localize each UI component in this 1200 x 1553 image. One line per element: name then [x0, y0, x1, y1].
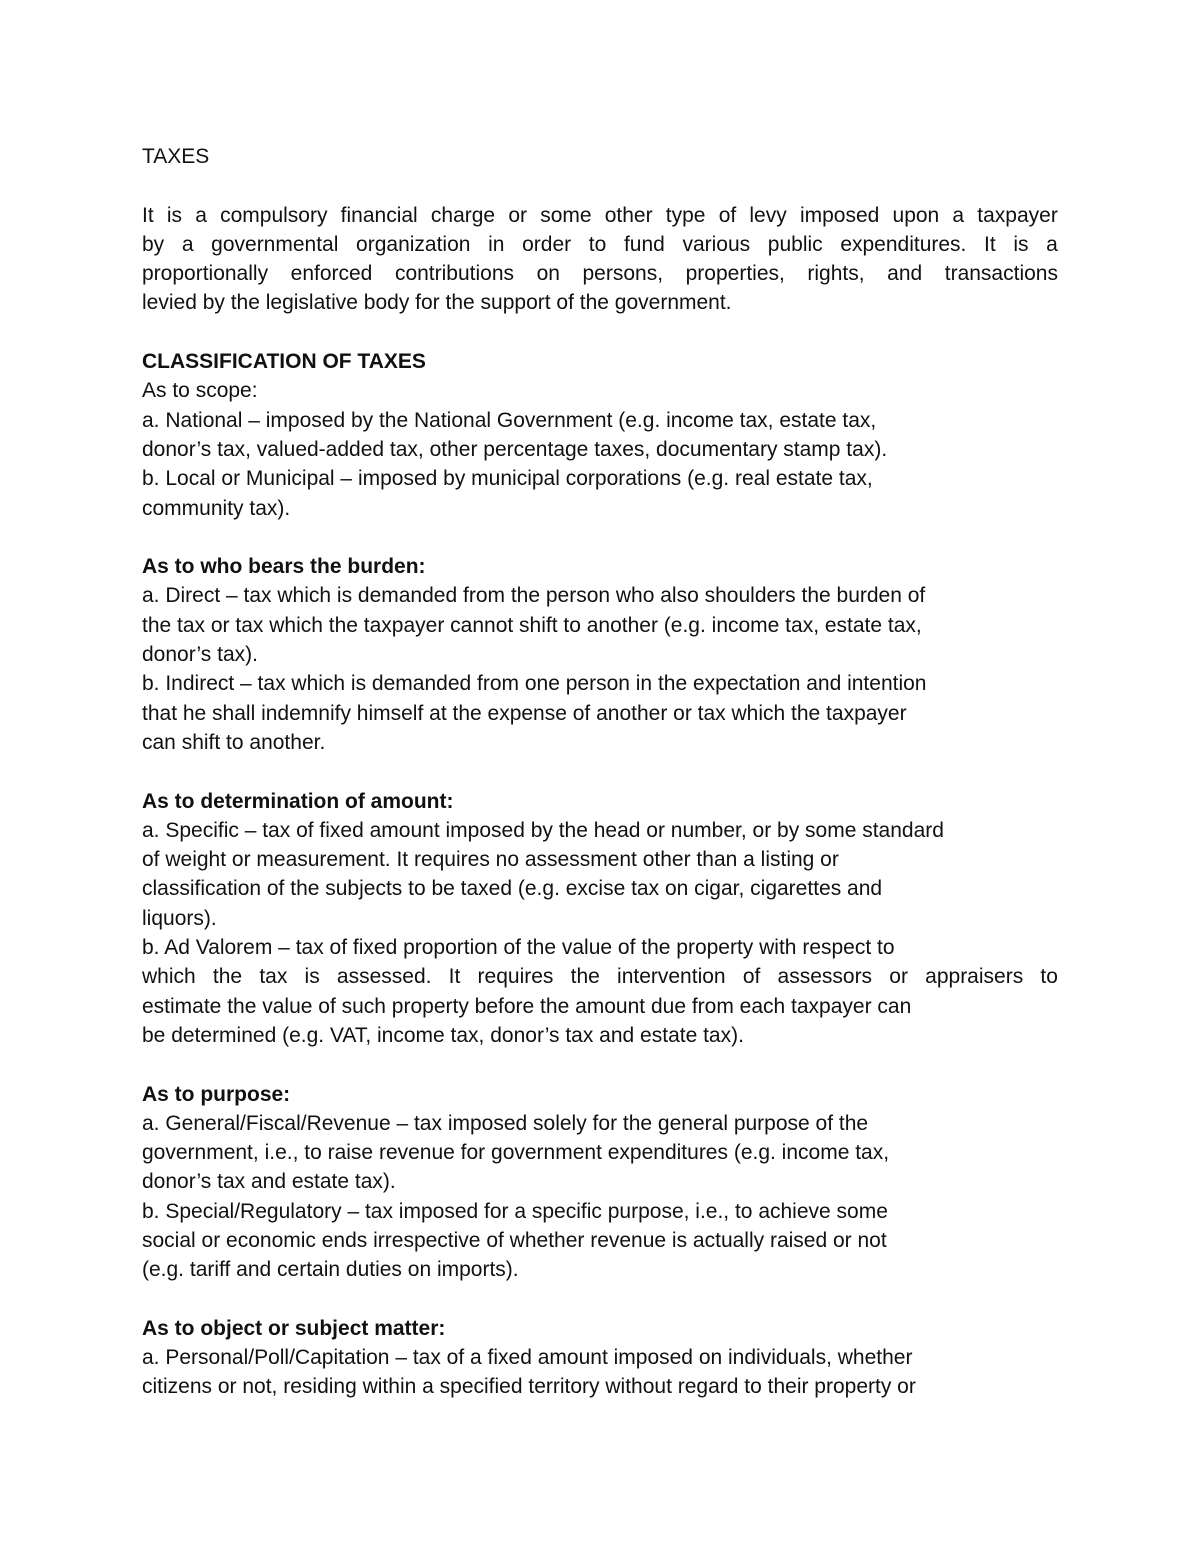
amount-section: [142, 787, 1058, 1051]
scope-line: donor’s tax, valued-added tax, other percentage taxes, documentary stamp tax).: [142, 437, 888, 461]
purpose-line: social or economic ends irrespective of whether revenue is actually raised or not: [142, 1228, 887, 1252]
scope-line: community tax).: [142, 496, 291, 520]
word: enforced: [290, 262, 373, 286]
purpose-line: a. General/Fiscal/Revenue – tax imposed solely for the general purpose of the: [142, 1111, 869, 1135]
burden-line: can shift to another.: [142, 730, 326, 754]
scope-section: [142, 376, 1058, 522]
word: levy: [749, 203, 787, 227]
burden-section: [142, 552, 1058, 757]
amount-line: of weight or measurement. It requires no assessment other than a listing or: [142, 848, 839, 872]
word: a: [181, 232, 194, 256]
amount-line: b. Ad Valorem – tax of fixed proportion of the value of the property with respect to: [142, 936, 895, 960]
word: financial: [340, 203, 418, 227]
word: is: [166, 203, 183, 227]
word: compulsory: [220, 203, 328, 227]
amount-justified-line: [142, 962, 1058, 991]
word: rights,: [807, 262, 865, 286]
purpose-heading: As to purpose:: [142, 1082, 291, 1106]
burden-line: the tax or tax which the taxpayer cannot shift to another (e.g. income tax, estate tax,: [142, 613, 922, 637]
scope-line: a. National – imposed by the National Government (e.g. income tax, estate tax,: [142, 408, 877, 432]
intro-line-4: levied by the legislative body for the support of the government.: [142, 291, 732, 315]
word: assessed.: [336, 965, 432, 989]
amount-line: liquors).: [142, 906, 217, 930]
burden-heading: As to who bears the burden:: [142, 555, 426, 579]
intro-line-1: [142, 201, 1058, 230]
word: organization: [356, 232, 471, 256]
word: various: [682, 232, 751, 256]
object-heading: As to object or subject matter:: [142, 1316, 446, 1340]
document-page: [142, 142, 1058, 1402]
word: expenditures.: [840, 232, 967, 256]
classification-heading: CLASSIFICATION OF TAXES: [142, 350, 426, 374]
word: contributions: [394, 262, 515, 286]
purpose-line: b. Special/Regulatory – tax imposed for a specific purpose, i.e., to achieve some: [142, 1199, 888, 1223]
amount-line: be determined (e.g. VAT, income tax, donor’s tax and estate tax).: [142, 1023, 744, 1047]
spacer: [142, 171, 1058, 200]
amount-heading: As to determination of amount:: [142, 789, 454, 813]
object-line: a. Personal/Poll/Capitation – tax of a fixed amount imposed on individuals, whether: [142, 1346, 913, 1370]
word: It: [448, 965, 461, 989]
word: charge: [430, 203, 496, 227]
word: proportionally: [142, 262, 269, 286]
word: of: [718, 203, 737, 227]
word: or: [508, 203, 527, 227]
word: some: [540, 203, 592, 227]
burden-line: donor’s tax).: [142, 643, 258, 667]
word: to: [1040, 965, 1058, 989]
word: governmental: [211, 232, 339, 256]
intro-paragraph: [142, 201, 1058, 318]
word: type: [665, 203, 706, 227]
amount-line: a. Specific – tax of fixed amount imposed by the head or number, or by some standard: [142, 818, 944, 842]
intro-line-3: [142, 259, 1058, 288]
spacer: [142, 318, 1058, 347]
spacer: [142, 1285, 1058, 1314]
burden-line: b. Indirect – tax which is demanded from one person in the expectation and intention: [142, 672, 927, 696]
word: It: [142, 203, 154, 227]
word: other: [604, 203, 653, 227]
word: a: [1046, 232, 1058, 256]
word: in: [488, 232, 505, 256]
word: public: [767, 232, 823, 256]
amount-line: classification of the subjects to be taxed (e.g. excise tax on cigar, cigarettes and: [142, 877, 883, 901]
word: on: [536, 262, 560, 286]
purpose-line: (e.g. tariff and certain duties on imports).: [142, 1258, 519, 1282]
spacer: [142, 757, 1058, 786]
word: It: [984, 232, 996, 256]
burden-line: a. Direct – tax which is demanded from the person who also shoulders the burden of: [142, 584, 926, 608]
word: which: [142, 965, 196, 989]
word: the: [212, 965, 243, 989]
word: order: [522, 232, 572, 256]
purpose-line: government, i.e., to raise revenue for government expenditures (e.g. income tax,: [142, 1141, 890, 1165]
scope-line: b. Local or Municipal – imposed by municipal corporations (e.g. real estate tax,: [142, 467, 873, 491]
word: by: [142, 232, 165, 256]
word: requires: [477, 965, 554, 989]
word: or: [889, 965, 908, 989]
amount-line: estimate the value of such property before the amount due from each taxpayer can: [142, 994, 912, 1018]
scope-heading: As to scope:: [142, 379, 258, 403]
word: tax: [259, 965, 288, 989]
word: properties,: [685, 262, 785, 286]
burden-line: that he shall indemnify himself at the expense of another or tax which the taxpayer: [142, 701, 907, 725]
word: assessors: [777, 965, 873, 989]
word: appraisers: [925, 965, 1024, 989]
word: is: [1013, 232, 1029, 256]
word: persons,: [582, 262, 664, 286]
word: a: [952, 203, 965, 227]
word: imposed: [799, 203, 880, 227]
word: and: [887, 262, 923, 286]
word: upon: [892, 203, 940, 227]
spacer: [142, 523, 1058, 552]
word: the: [570, 965, 600, 989]
purpose-section: [142, 1080, 1058, 1285]
word: is: [304, 965, 320, 989]
word: fund: [623, 232, 665, 256]
document-title: TAXES: [142, 145, 210, 168]
word: of: [742, 965, 761, 989]
object-section: [142, 1314, 1058, 1402]
word: intervention: [617, 965, 726, 989]
purpose-line: donor’s tax and estate tax).: [142, 1170, 396, 1194]
word: to: [588, 232, 607, 256]
word: transactions: [944, 262, 1058, 286]
object-line: citizens or not, residing within a specified territory without regard to their property or: [142, 1375, 916, 1399]
spacer: [142, 1050, 1058, 1079]
word: a: [195, 203, 207, 227]
word: taxpayer: [977, 203, 1058, 227]
intro-line-2: [142, 230, 1058, 259]
